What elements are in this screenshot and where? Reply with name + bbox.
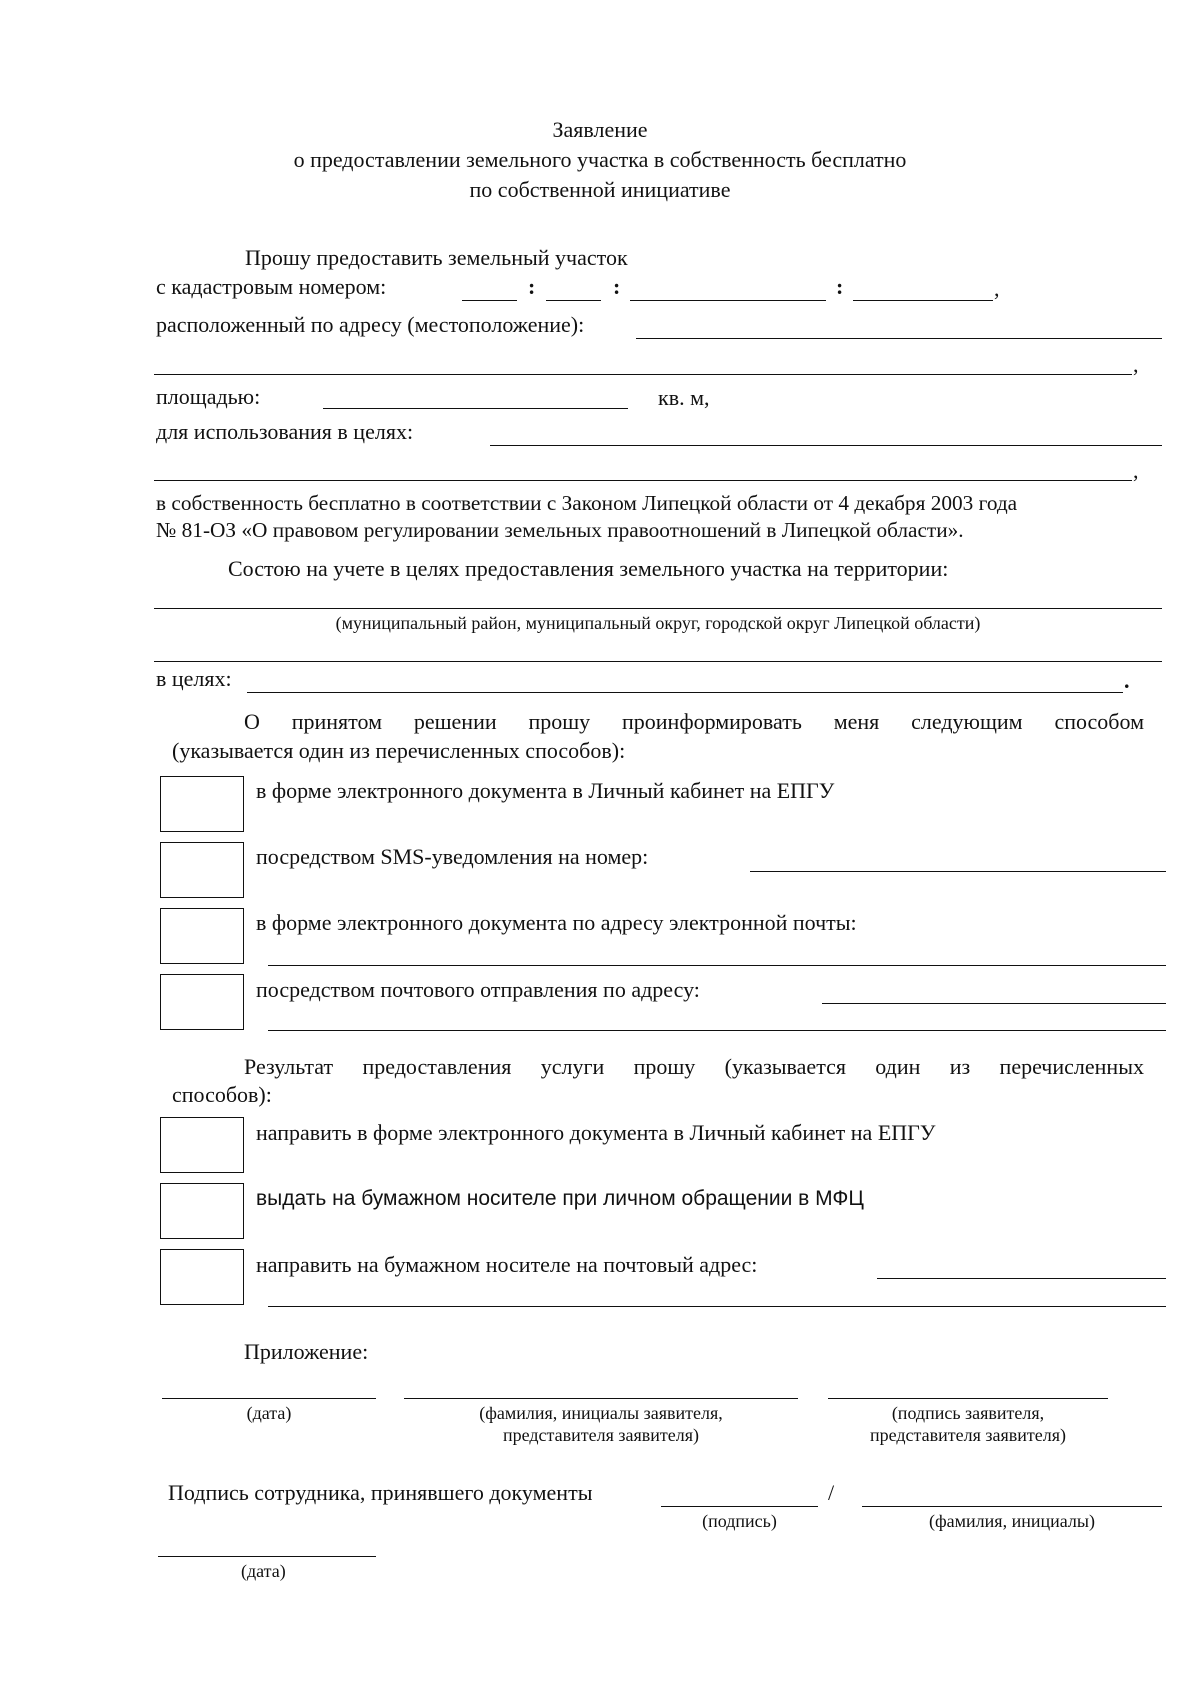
area-field[interactable] xyxy=(323,408,628,409)
result-option-label: направить на бумажном носителе на почтовый адрес: xyxy=(256,1252,758,1277)
doc-title: Заявление xyxy=(552,117,648,142)
doc-subtitle: о предоставлении земельного участка в собственность бесплатно xyxy=(293,147,907,172)
applicant-name-caption-2: представителя заявителя) xyxy=(503,1425,699,1445)
employee-date-field[interactable] xyxy=(158,1556,376,1557)
result-postal-address-field-continued[interactable] xyxy=(268,1306,1166,1307)
attachment-label: Приложение: xyxy=(244,1339,369,1364)
inform-intro: О принятом решении прошу проинформировать меня следующим способом xyxy=(244,709,1144,734)
result-intro-2: способов): xyxy=(172,1082,272,1107)
cadastral-separator: : xyxy=(613,274,621,299)
inform-option-label: в форме электронного документа в Личный кабинет на ЕПГУ xyxy=(256,778,835,803)
postal-address-field[interactable] xyxy=(822,1003,1166,1004)
doc-subtitle-2: по собственной инициативе xyxy=(469,177,731,202)
inform-option-checkbox[interactable] xyxy=(160,974,244,1030)
address-field-continued[interactable] xyxy=(154,374,1132,375)
cadastral-field-3[interactable] xyxy=(630,300,826,301)
cadastral-label: с кадастровым номером: xyxy=(156,274,387,299)
law-text-1: в собственность бесплатно в соответствии с Законом Липецкой области от 4 декабря 2003 года xyxy=(156,491,1018,515)
result-postal-address-field[interactable] xyxy=(877,1278,1166,1279)
goals-period: . xyxy=(1124,668,1130,693)
email-field[interactable] xyxy=(268,965,1166,966)
territory-caption: (муниципальный район, муниципальный округ, городской округ Липецкой области) xyxy=(335,613,981,633)
area-label: площадью: xyxy=(156,384,261,409)
territory-field[interactable] xyxy=(154,608,1162,609)
inform-option-label: посредством SMS-уведомления на номер: xyxy=(256,844,649,869)
registry-text: Состою на учете в целях предоставления земельного участка на территории: xyxy=(228,556,949,581)
law-text-2: № 81-ОЗ «О правовом регулировании земельных правоотношений в Липецкой области». xyxy=(156,518,964,542)
applicant-signature-caption: (подпись заявителя, xyxy=(891,1403,1045,1423)
employee-signature-field[interactable] xyxy=(661,1506,818,1507)
cadastral-field-1[interactable] xyxy=(462,300,517,301)
inform-option-label: посредством почтового отправления по адресу: xyxy=(256,977,700,1002)
address-label: расположенный по адресу (местоположение): xyxy=(156,312,585,337)
employee-signature-label: Подпись сотрудника, принявшего документы xyxy=(168,1480,593,1505)
request-intro: Прошу предоставить земельный участок xyxy=(245,245,628,270)
applicant-name-field[interactable] xyxy=(404,1398,798,1399)
inform-option-checkbox[interactable] xyxy=(160,842,244,898)
purpose-field[interactable] xyxy=(490,445,1162,446)
employee-name-caption: (фамилия, инициалы) xyxy=(929,1511,1095,1531)
employee-signature-caption: (подпись) xyxy=(702,1511,777,1531)
date-caption: (дата) xyxy=(246,1403,292,1423)
applicant-name-caption: (фамилия, инициалы заявителя, xyxy=(479,1403,723,1423)
territory-field-continued[interactable] xyxy=(154,661,1162,662)
applicant-signature-field[interactable] xyxy=(828,1398,1108,1399)
employee-date-caption: (дата) xyxy=(241,1561,286,1581)
inform-intro-2: (указывается один из перечисленных способов): xyxy=(172,738,626,763)
date-field[interactable] xyxy=(162,1398,376,1399)
employee-name-field[interactable] xyxy=(862,1506,1162,1507)
result-intro: Результат предоставления услуги прошу (указывается один из перечисленных xyxy=(244,1054,1144,1079)
cadastral-separator: : xyxy=(528,274,536,299)
postal-address-field-continued[interactable] xyxy=(268,1030,1166,1031)
result-option-checkbox[interactable] xyxy=(160,1183,244,1239)
cadastral-field-4[interactable] xyxy=(853,300,993,301)
result-option-label: выдать на бумажном носителе при личном обращении в МФЦ xyxy=(256,1187,864,1210)
goals-label: в целях: xyxy=(156,666,232,691)
address-comma: , xyxy=(1133,352,1139,377)
cadastral-field-2[interactable] xyxy=(546,300,601,301)
signature-slash: / xyxy=(828,1480,835,1505)
result-option-label: направить в форме электронного документа в Личный кабинет на ЕПГУ xyxy=(256,1120,936,1145)
inform-option-label: в форме электронного документа по адресу электронной почты: xyxy=(256,910,857,935)
cadastral-separator: : xyxy=(836,274,844,299)
goals-field[interactable] xyxy=(247,692,1123,693)
purpose-comma: , xyxy=(1133,458,1139,483)
cadastral-comma: , xyxy=(994,276,1000,301)
inform-option-checkbox[interactable] xyxy=(160,908,244,964)
sms-number-field[interactable] xyxy=(750,871,1166,872)
purpose-label: для использования в целях: xyxy=(156,419,414,444)
result-option-checkbox[interactable] xyxy=(160,1117,244,1173)
inform-option-checkbox[interactable] xyxy=(160,776,244,832)
area-unit: кв. м, xyxy=(658,385,710,410)
purpose-field-continued[interactable] xyxy=(154,480,1132,481)
applicant-signature-caption-2: представителя заявителя) xyxy=(870,1425,1066,1445)
result-option-checkbox[interactable] xyxy=(160,1249,244,1305)
address-field[interactable] xyxy=(636,338,1162,339)
